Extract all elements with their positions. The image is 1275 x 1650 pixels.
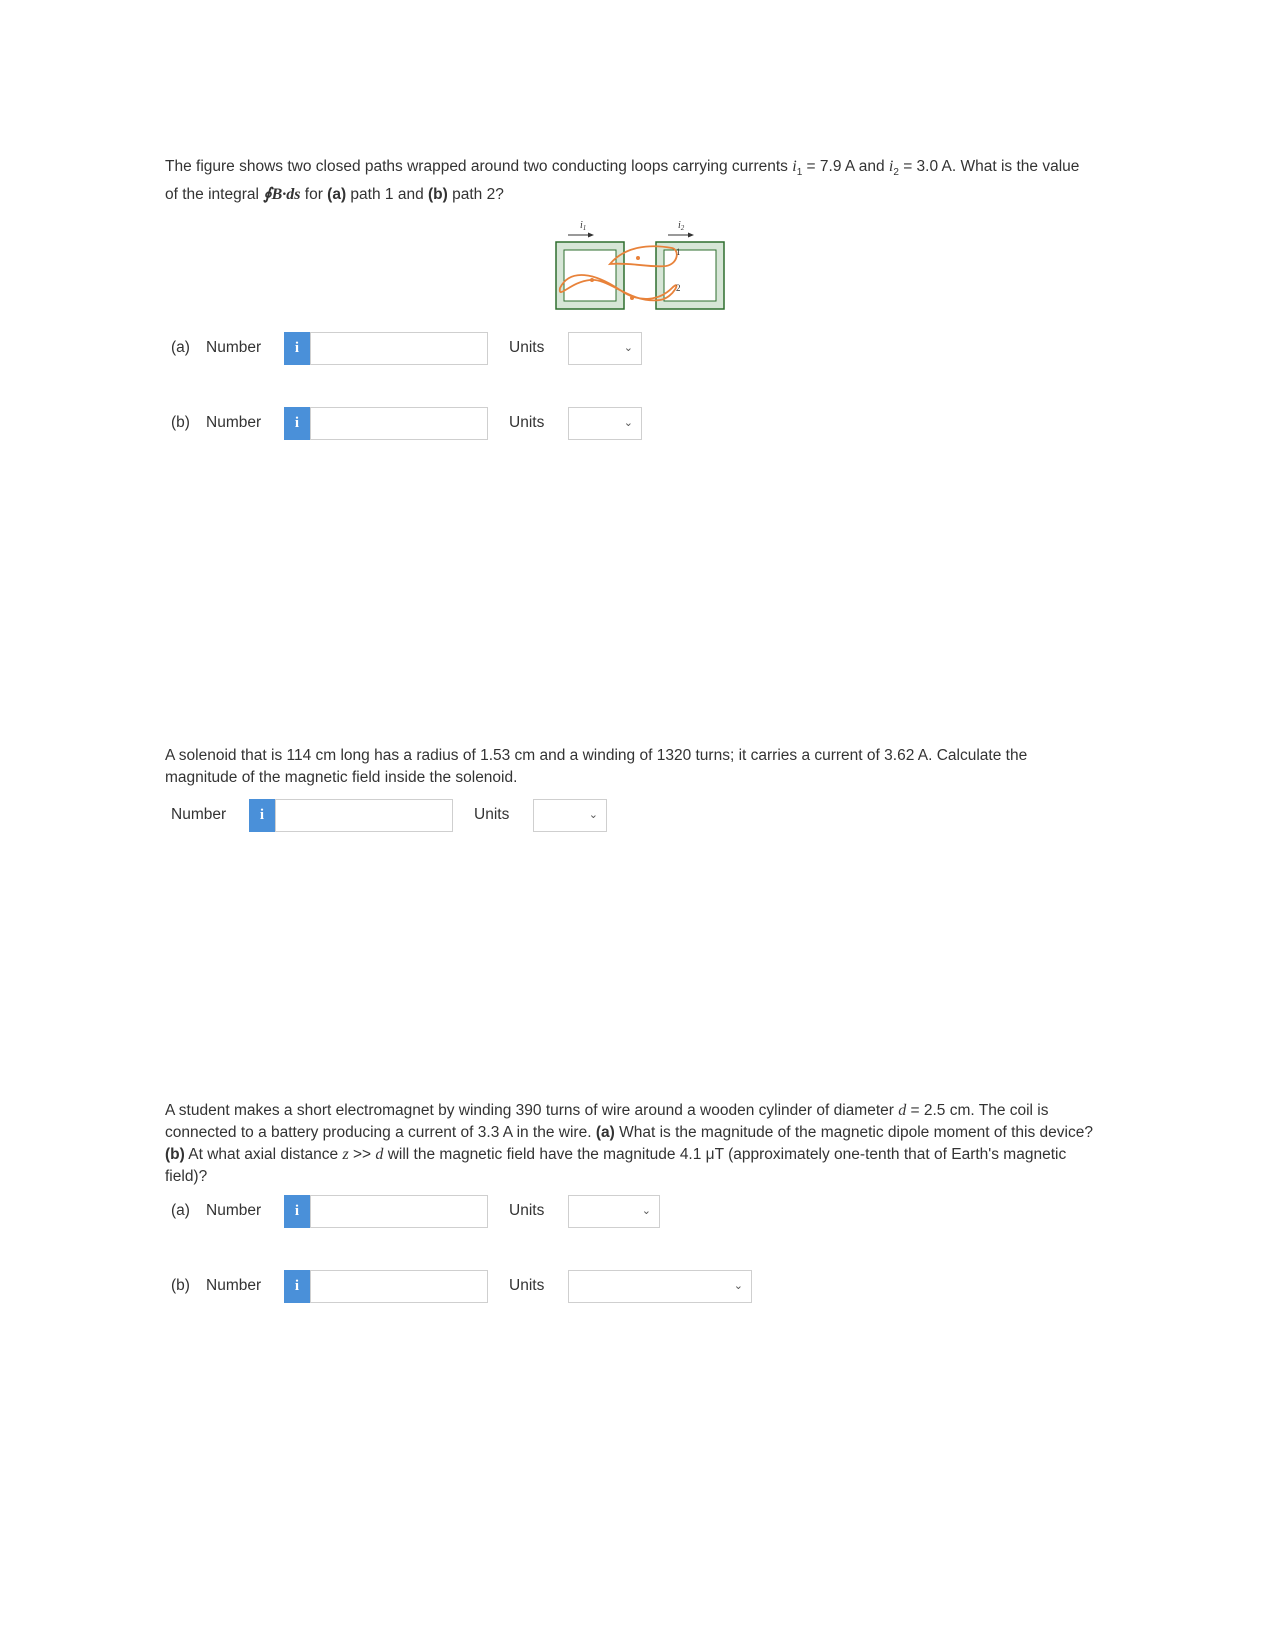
number-label: Number: [206, 339, 262, 356]
units-label: Units: [509, 1277, 545, 1294]
path-label-2: 2: [676, 283, 681, 293]
units-select-2[interactable]: [533, 799, 607, 832]
chevron-down-icon: ⌄: [623, 341, 633, 354]
chevron-down-icon: ⌄: [733, 1279, 743, 1292]
number-label: Number: [206, 414, 262, 431]
answer-row-1b: [171, 406, 642, 440]
path-marker: [630, 296, 634, 300]
answer-input-1b[interactable]: [310, 407, 488, 440]
part-tag: (b): [171, 1277, 190, 1294]
number-label: Number: [171, 806, 227, 823]
info-icon[interactable]: i: [249, 799, 275, 832]
figure-label-i2: $i_2$: [678, 220, 685, 232]
arrow-i2-head: [688, 233, 694, 238]
units-select-3b[interactable]: [568, 1270, 752, 1303]
units-label: Units: [509, 1202, 545, 1219]
problem-3-text: A student makes a short electromagnet by winding 390 turns of wire around a wooden cylinder of diameter d = 2.5 cm. The coil is connected to a battery producing a current of 3.3 A in the wire. (a) What is the magnitude of the magnetic dipole moment of this device? (b) At what axial distance z >> d will the magnetic field have the magnitude 4.1 μT (approximately one-tenth that of Earth's magnetic field)?: [165, 1102, 1093, 1185]
problem-3-statement: [165, 1100, 1095, 1188]
problem-1-statement: [165, 156, 1095, 206]
info-icon[interactable]: i: [284, 1195, 310, 1228]
info-icon[interactable]: i: [284, 332, 310, 365]
answer-input-1a[interactable]: [310, 332, 488, 365]
info-icon[interactable]: i: [284, 1270, 310, 1303]
answer-row-3a: [171, 1194, 660, 1228]
answer-row-1a: [171, 331, 642, 365]
units-select-3a[interactable]: [568, 1195, 660, 1228]
problem-2-text: A solenoid that is 114 cm long has a radius of 1.53 cm and a winding of 1320 turns; it carries a current of 3.62 A. Calculate the magnitude of the magnetic field inside the solenoid.: [165, 747, 1028, 786]
path-marker: [636, 256, 640, 260]
info-icon[interactable]: i: [284, 407, 310, 440]
units-label: Units: [509, 414, 545, 431]
figure-label-i1: $i_1$: [580, 220, 587, 232]
units-select-1b[interactable]: [568, 407, 642, 440]
chevron-down-icon: ⌄: [641, 1204, 651, 1217]
answer-input-3b[interactable]: [310, 1270, 488, 1303]
number-label: Number: [206, 1277, 262, 1294]
problem-1-text: The figure shows two closed paths wrapped around two conducting loops carrying currents $i_1 = 7.9$ A and $i_2 = 3.0$ A. What is the value of the integral ∮B·ds for (a) path 1 and (b) path 2?: [165, 158, 1080, 204]
units-label: Units: [474, 806, 510, 823]
part-tag: (a): [171, 1202, 190, 1219]
answer-input-2[interactable]: [275, 799, 453, 832]
answer-input-3a[interactable]: [310, 1195, 488, 1228]
path-label-1: 1: [676, 247, 681, 257]
number-label: Number: [206, 1202, 262, 1219]
answer-row-2: [171, 798, 607, 832]
chevron-down-icon: ⌄: [623, 416, 633, 429]
chevron-down-icon: ⌄: [588, 808, 598, 821]
arrow-i1-head: [588, 233, 594, 238]
part-tag: (b): [171, 414, 190, 431]
integral-symbol: ∮B·ds: [263, 186, 301, 204]
part-tag: (a): [171, 339, 190, 356]
loops-figure: [550, 218, 735, 318]
problem-2-statement: [165, 745, 1095, 789]
units-select-1a[interactable]: [568, 332, 642, 365]
path-marker: [590, 278, 594, 282]
answer-row-3b: [171, 1269, 752, 1303]
units-label: Units: [509, 339, 545, 356]
